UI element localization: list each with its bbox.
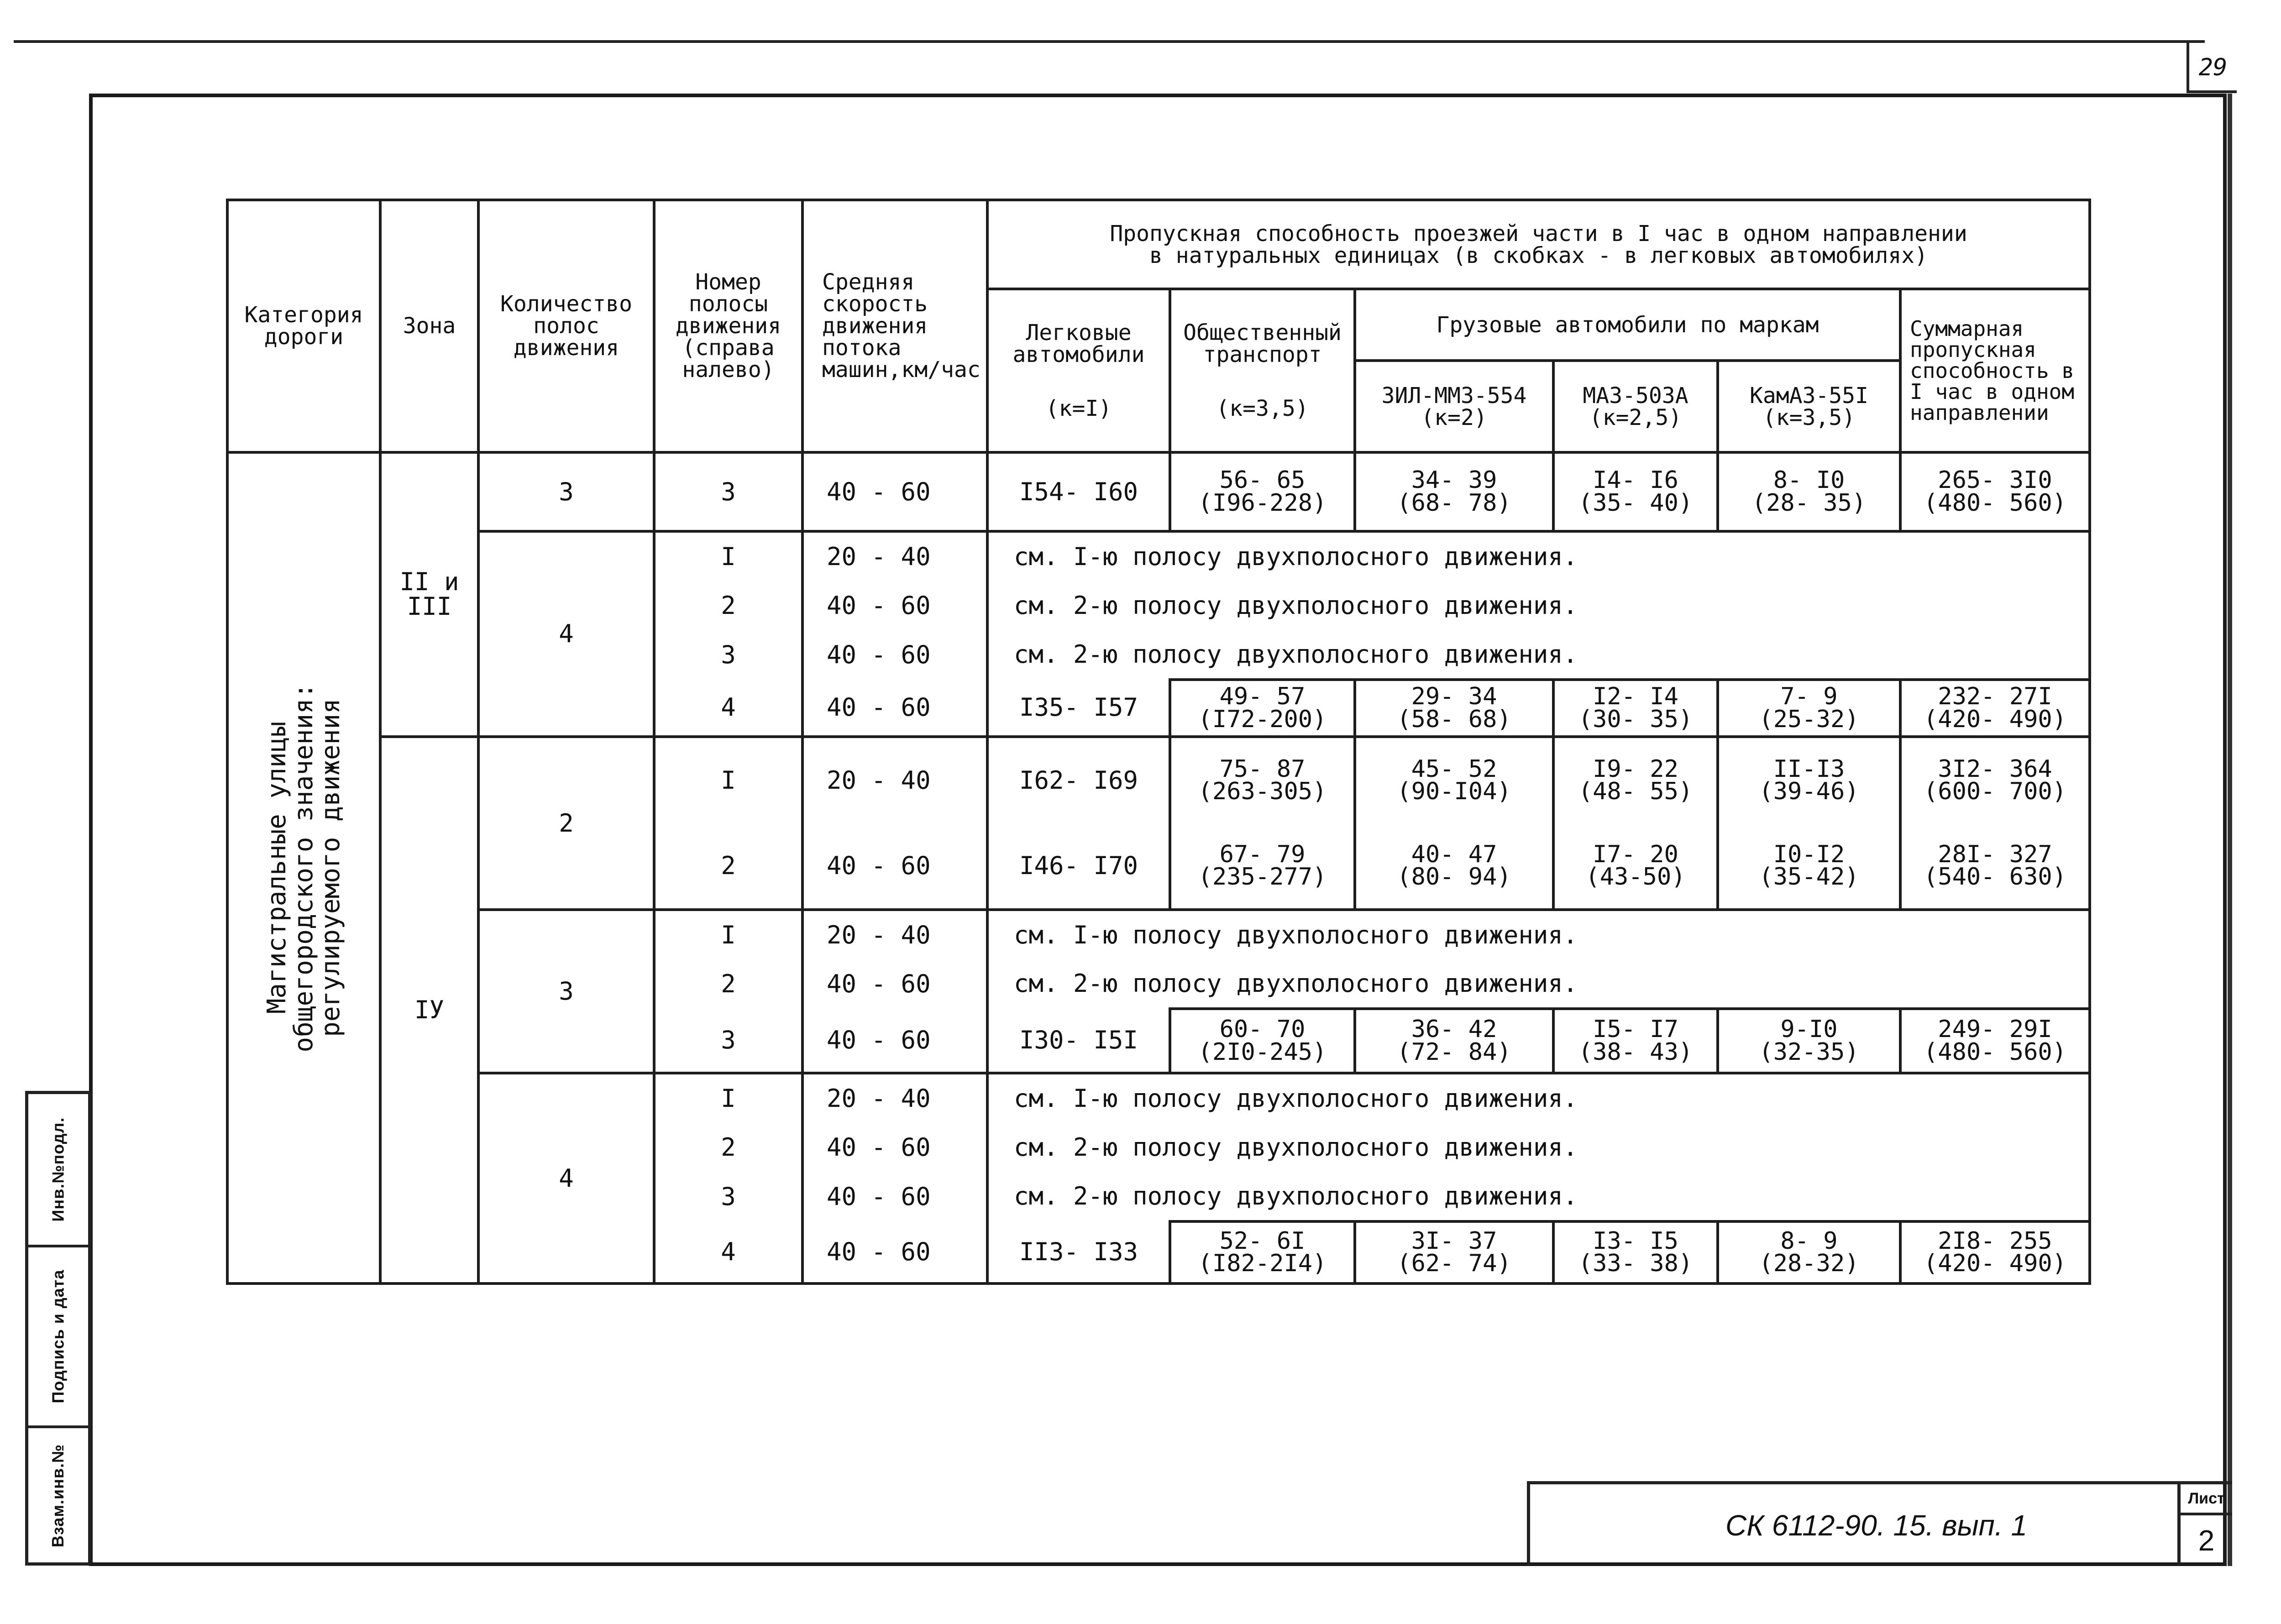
lane-number-cell: 3	[654, 630, 802, 680]
speed-cell: 40 - 60	[802, 1123, 987, 1172]
zil-cell: 40- 47 (80- 94)	[1355, 823, 1553, 910]
sheet-number: 2	[2198, 1524, 2215, 1557]
total-cell: 2I8- 255 (420- 490)	[1900, 1221, 2090, 1283]
sheet-label: Лист	[2181, 1484, 2232, 1515]
speed-cell: 40 - 60	[802, 959, 987, 1009]
header-cars	[987, 289, 1170, 452]
maz-cell: I9- 22 (48- 55)	[1553, 737, 1718, 823]
side-stamp	[25, 1091, 91, 1566]
header-total: Суммарная пропускная способность в I час в одном направлении	[1900, 289, 2090, 452]
header-kamaz	[1718, 361, 1900, 452]
total-cell: 232- 27I (420- 490)	[1900, 680, 2090, 737]
public-cell: 60- 70 (2I0-245)	[1170, 1009, 1355, 1073]
lanes-count-cell: 2	[478, 737, 654, 910]
header-category: Категория дороги	[227, 200, 380, 452]
lane-number-cell: I	[654, 1073, 802, 1122]
speed-cell: 40 - 60	[802, 823, 987, 910]
note-cell: см. 2-ю полосу двухполосного движения.	[987, 1172, 2090, 1221]
header-cars-k: (к=I)	[1045, 395, 1112, 421]
header-cars-label: Легковые автомобили	[1012, 320, 1145, 367]
speed-cell: 40 - 60	[802, 1009, 987, 1073]
cars-cell: I35- I57	[987, 680, 1170, 737]
header-zone: Зона	[380, 200, 478, 452]
note-cell: см. 2-ю полосу двухполосного движения.	[987, 630, 2090, 680]
document-code: СК 6112-90. 15. вып. 1	[1725, 1509, 2028, 1542]
speed-cell: 20 - 40	[802, 737, 987, 823]
lane-number-cell: 4	[654, 1221, 802, 1283]
total-cell: 265- 3I0 (480- 560)	[1900, 452, 2090, 531]
header-kamaz-label: КамАЗ-55I	[1749, 382, 1869, 409]
zone-cell: II и III	[380, 452, 478, 737]
public-cell: 52- 6I (I82-2I4)	[1170, 1221, 1355, 1283]
total-cell: 28I- 327 (540- 630)	[1900, 823, 2090, 910]
header-capacity-line2: в натуральных единицах (в скобках - в легковых автомобилях)	[1149, 242, 1928, 268]
public-cell: 56- 65 (I96-228)	[1170, 452, 1355, 531]
table-row	[227, 1073, 2090, 1122]
header-zil-label: ЗИЛ-ММЗ-554	[1381, 382, 1527, 409]
header-maz	[1553, 361, 1718, 452]
sheet-box	[2177, 1481, 2232, 1566]
lanes-count-cell: 4	[478, 531, 654, 737]
public-cell: 49- 57 (I72-200)	[1170, 680, 1355, 737]
speed-cell: 40 - 60	[802, 680, 987, 737]
category-line1: Магистральные улицы	[262, 722, 292, 1014]
table-row	[227, 737, 2090, 823]
header-trucks: Грузовые автомобили по маркам	[1355, 289, 1900, 361]
speed-cell: 20 - 40	[802, 910, 987, 959]
header-capacity	[987, 200, 2090, 289]
side-field-replacement-no: Взам.инв.№	[48, 1444, 68, 1547]
kamaz-cell: 8- I0 (28- 35)	[1718, 452, 1900, 531]
header-public-k: (к=3,5)	[1216, 395, 1309, 421]
zil-cell: 45- 52 (90-I04)	[1355, 737, 1553, 823]
frame-edge	[2228, 94, 2232, 1566]
speed-cell: 40 - 60	[802, 1221, 987, 1283]
speed-cell: 40 - 60	[802, 452, 987, 531]
table-row	[227, 531, 2090, 581]
table-row	[227, 910, 2090, 959]
note-cell: см. 2-ю полосу двухполосного движения.	[987, 1123, 2090, 1172]
lane-number-cell: 2	[654, 581, 802, 630]
lane-number-cell: 2	[654, 823, 802, 910]
speed-cell: 20 - 40	[802, 1073, 987, 1122]
lane-number-cell: I	[654, 531, 802, 581]
header-kamaz-k: (к=3,5)	[1762, 404, 1856, 430]
lane-number-cell: 2	[654, 1123, 802, 1172]
cars-cell: II3- I33	[987, 1221, 1170, 1283]
public-cell: 67- 79 (235-277)	[1170, 823, 1355, 910]
header-capacity-line1: Пропускная способность проезжей части в I час в одном направлении	[1110, 220, 1967, 246]
header-public	[1170, 289, 1355, 452]
category-line3: регулируемого движения	[315, 698, 345, 1037]
lane-number-cell: 3	[654, 452, 802, 531]
zil-cell: 3I- 37 (62- 74)	[1355, 1221, 1553, 1283]
maz-cell: I4- I6 (35- 40)	[1553, 452, 1718, 531]
speed-cell: 40 - 60	[802, 630, 987, 680]
note-cell: см. 2-ю полосу двухполосного движения.	[987, 959, 2090, 1009]
side-field-original-no: Инв.№подл.	[48, 1117, 68, 1222]
cars-cell: I46- I70	[987, 823, 1170, 910]
cars-cell: I62- I69	[987, 737, 1170, 823]
public-cell: 75- 87 (263-305)	[1170, 737, 1355, 823]
maz-cell: I3- I5 (33- 38)	[1553, 1221, 1718, 1283]
kamaz-cell: II-I3 (39-46)	[1718, 737, 1900, 823]
note-cell: см. 2-ю полосу двухполосного движения.	[987, 581, 2090, 630]
category-line2: общегородского значения:	[288, 683, 319, 1053]
total-cell: 249- 29I (480- 560)	[1900, 1009, 2090, 1073]
zil-cell: 36- 42 (72- 84)	[1355, 1009, 1553, 1073]
kamaz-cell: 9-I0 (32-35)	[1718, 1009, 1900, 1073]
zil-cell: 34- 39 (68- 78)	[1355, 452, 1553, 531]
lane-number-cell: I	[654, 910, 802, 959]
lane-number-cell: 3	[654, 1172, 802, 1221]
page-number-top: 29	[2187, 42, 2237, 93]
category-cell	[227, 452, 380, 1283]
note-cell: см. I-ю полосу двухполосного движения.	[987, 1073, 2090, 1122]
header-lane-number: Номер полосы движения (справа налево)	[654, 200, 802, 452]
note-cell: см. I-ю полосу двухполосного движения.	[987, 531, 2090, 581]
speed-cell: 40 - 60	[802, 1172, 987, 1221]
maz-cell: I2- I4 (30- 35)	[1553, 680, 1718, 737]
top-rule	[14, 40, 2205, 43]
speed-cell: 20 - 40	[802, 531, 987, 581]
lane-number-cell: 2	[654, 959, 802, 1009]
cars-cell: I54- I60	[987, 452, 1170, 531]
note-cell: см. I-ю полосу двухполосного движения.	[987, 910, 2090, 959]
zil-cell: 29- 34 (58- 68)	[1355, 680, 1553, 737]
header-maz-label: МАЗ-503А	[1583, 382, 1688, 409]
header-public-label: Общественный транспорт	[1183, 320, 1342, 367]
header-lanes-count: Количество полос движения	[478, 200, 654, 452]
header-avg-speed: Средняя скорость движения потока машин,км/час	[802, 200, 987, 452]
lane-number-cell: 4	[654, 680, 802, 737]
lanes-count-cell: 3	[478, 910, 654, 1073]
lanes-count-cell: 4	[478, 1073, 654, 1283]
lane-number-cell: I	[654, 737, 802, 823]
lanes-count-cell: 3	[478, 452, 654, 531]
zone-cell: IУ	[380, 737, 478, 1283]
capacity-table	[226, 199, 2091, 1285]
kamaz-cell: 8- 9 (28-32)	[1718, 1221, 1900, 1283]
header-zil-k: (к=2)	[1421, 404, 1487, 430]
header-zil	[1355, 361, 1553, 452]
kamaz-cell: 7- 9 (25-32)	[1718, 680, 1900, 737]
maz-cell: I7- 20 (43-50)	[1553, 823, 1718, 910]
kamaz-cell: I0-I2 (35-42)	[1718, 823, 1900, 910]
header-maz-k: (к=2,5)	[1589, 404, 1682, 430]
lane-number-cell: 3	[654, 1009, 802, 1073]
total-cell: 3I2- 364 (600- 700)	[1900, 737, 2090, 823]
speed-cell: 40 - 60	[802, 581, 987, 630]
side-field-signature: Подпись и дата	[48, 1269, 68, 1404]
table-row	[227, 452, 2090, 531]
cars-cell: I30- I5I	[987, 1009, 1170, 1073]
maz-cell: I5- I7 (38- 43)	[1553, 1009, 1718, 1073]
